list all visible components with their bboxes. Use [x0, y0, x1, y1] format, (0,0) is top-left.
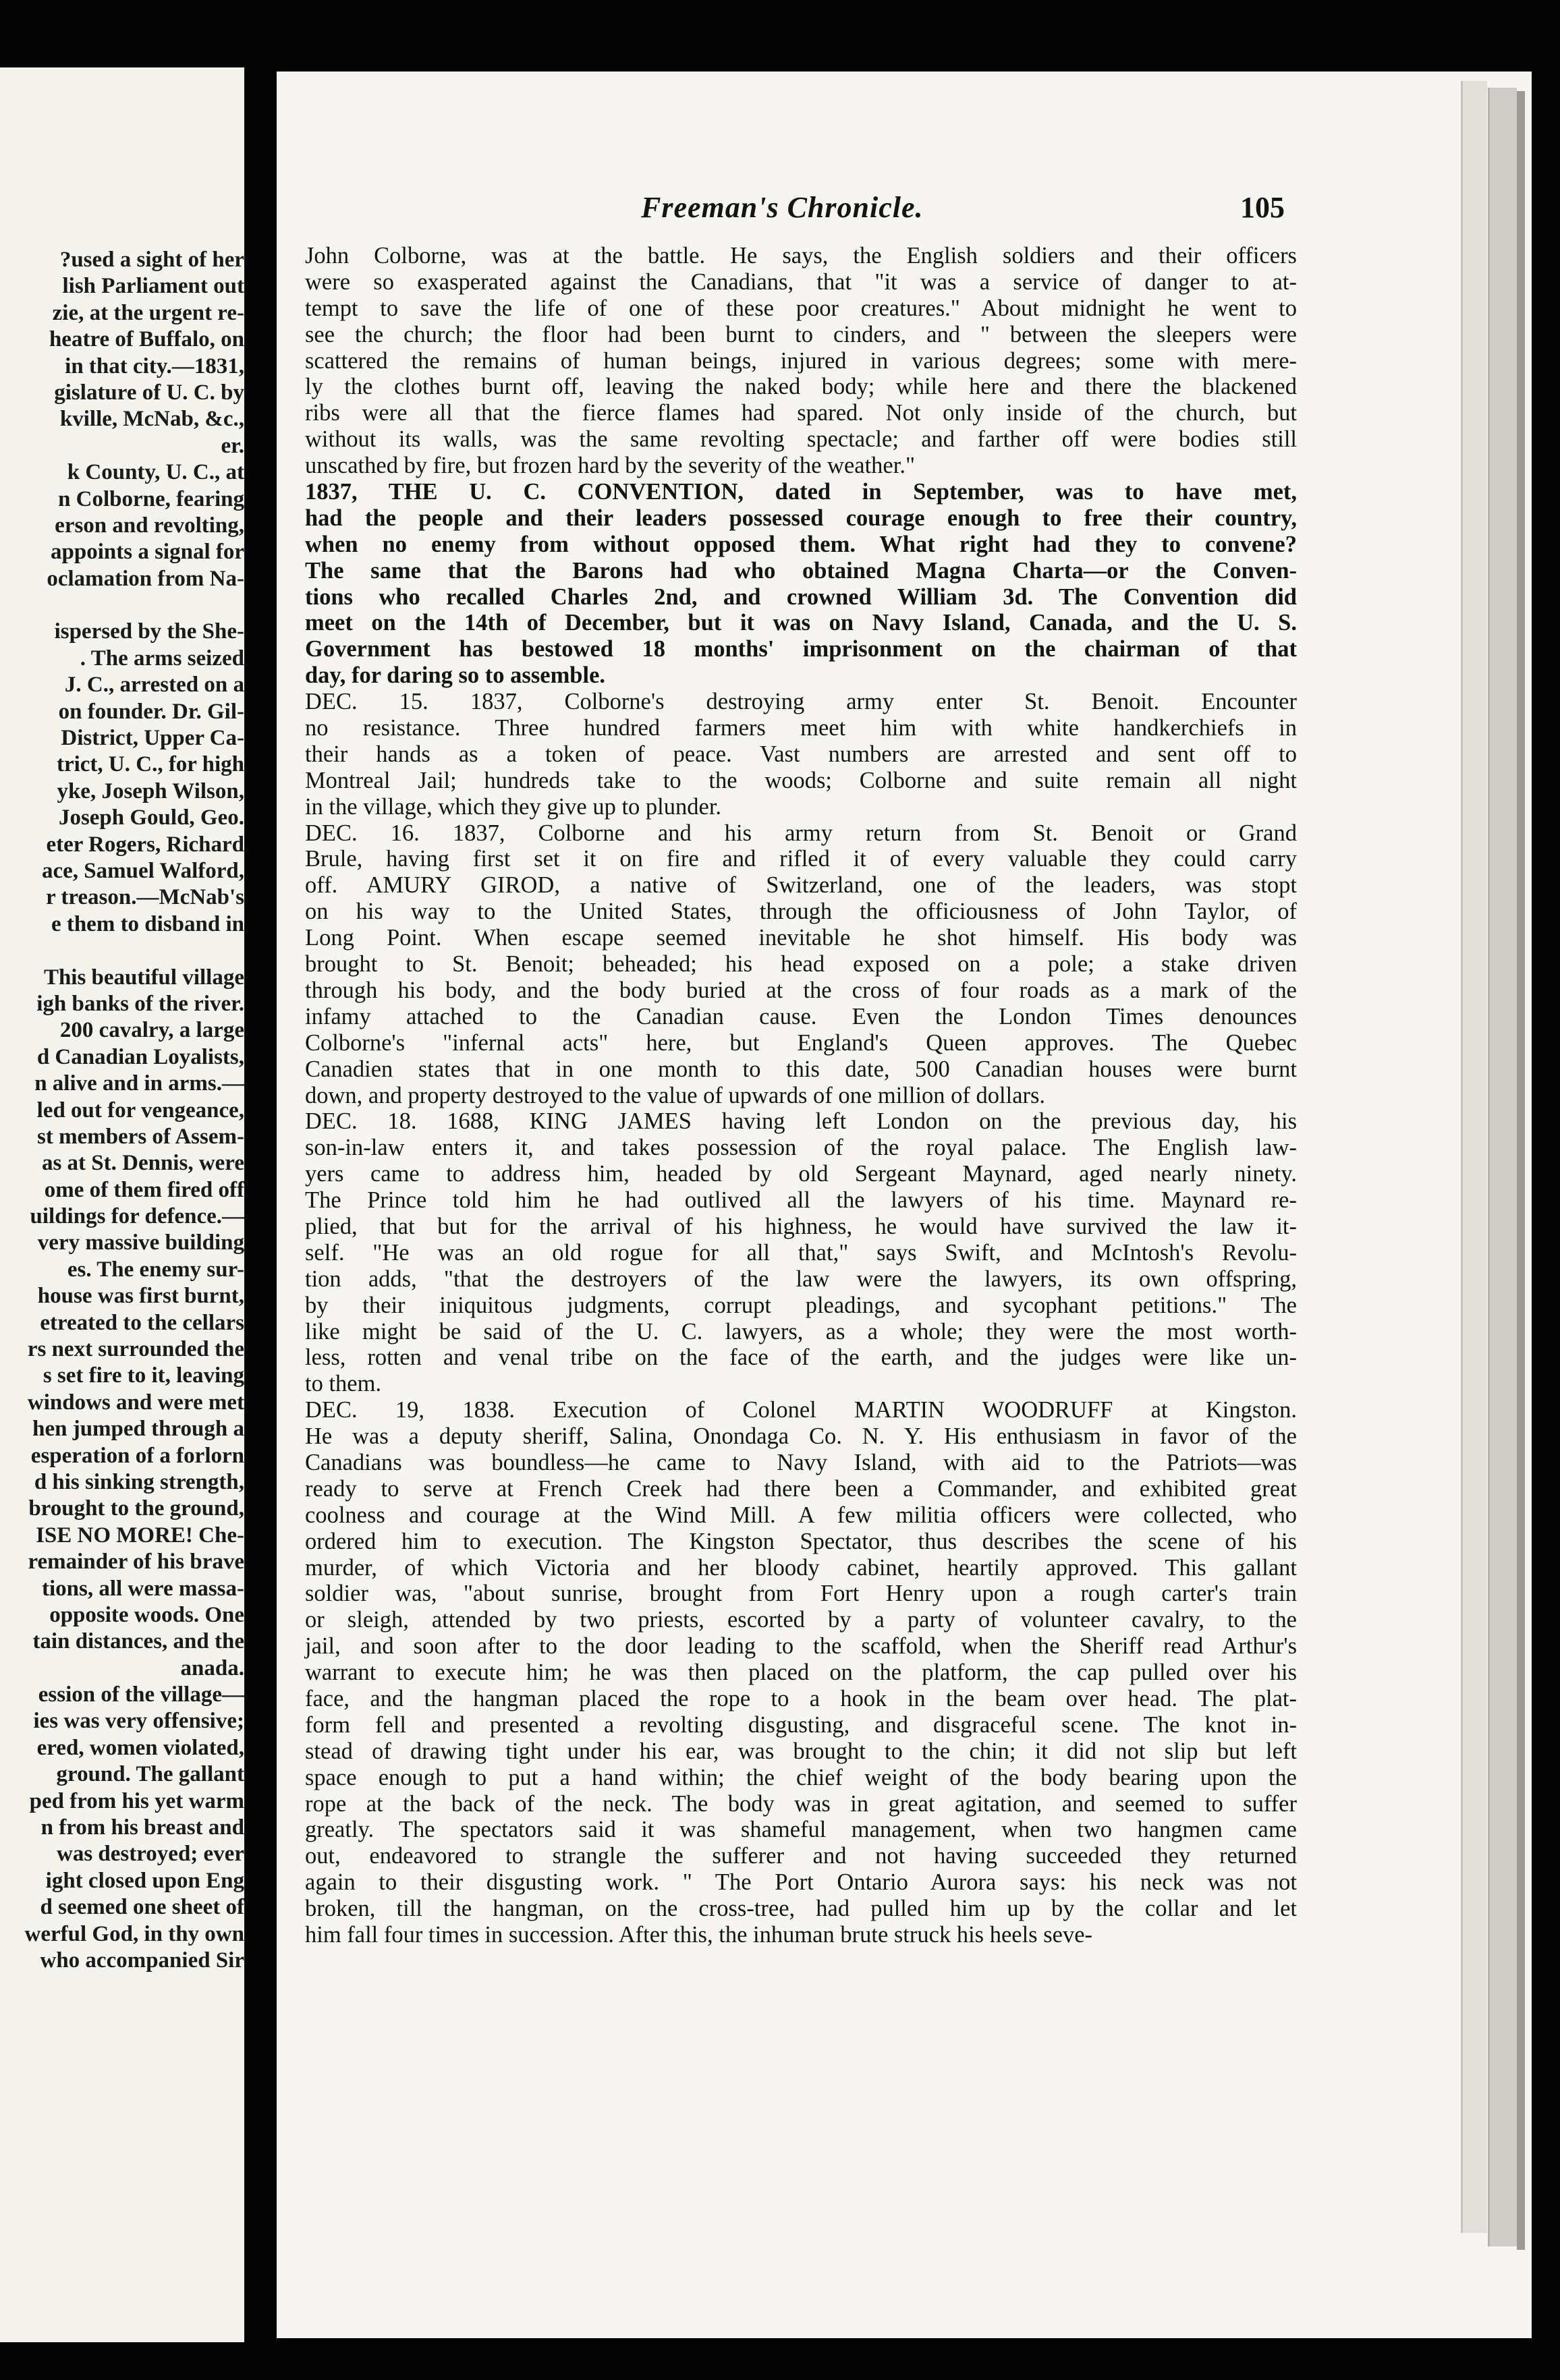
body-line: DEC. 16. 1837, Colborne and his army return from St. Benoit or Grand	[305, 820, 1297, 846]
left-page-line: k County, U. C., at	[67, 460, 244, 485]
body-line: yers came to address him, headed by old Sergeant Maynard, aged nearly ninety.	[305, 1161, 1297, 1187]
body-line: Long Point. When escape seemed inevitable he shot himself. His body was	[305, 925, 1297, 951]
body-line: soldier was, "about sunrise, brought from Fort Henry upon a rough carter's train	[305, 1581, 1297, 1607]
left-page-line: ground. The gallant	[56, 1762, 244, 1787]
left-page-line: rs next surrounded the	[27, 1337, 244, 1362]
body-line: see the church; the floor had been burnt to cinders, and " between the sleepers were	[305, 321, 1297, 347]
left-page-line: ispersed by the She-	[54, 619, 244, 644]
body-line: Montreal Jail; hundreds take to the woods; Colborne and suite remain all night	[305, 767, 1297, 793]
body-line: or sleigh, attended by two priests, escorted by a party of volunteer cavalry, to the	[305, 1607, 1297, 1633]
left-page-line: . The arms seized	[80, 646, 244, 671]
body-line: The same that the Barons had who obtained Magna Charta—or the Conven-	[305, 557, 1297, 584]
left-page-line	[0, 592, 244, 619]
page-edge	[1517, 91, 1525, 2250]
left-page-line: ace, Samuel Walford,	[41, 858, 244, 883]
left-page-line: werful God, in thy own	[24, 1921, 244, 1946]
body-line: without its walls, was the same revolting spectacle; and farther off were bodies still	[305, 426, 1297, 453]
body-line: unscathed by fire, but frozen hard by the severity of the weather."	[305, 453, 916, 479]
body-line: had the people and their leaders possessed courage enough to free their country,	[305, 505, 1297, 531]
body-line: in the village, which they give up to plunder.	[305, 793, 722, 820]
left-page-line: appoints a signal for	[51, 540, 244, 565]
page-edge	[1488, 88, 1517, 2246]
body-line: rope at the back of the neck. The body was in great agitation, and seemed to suffer	[305, 1790, 1297, 1817]
left-page-line: yke, Joseph Wilson,	[57, 778, 244, 803]
body-line: less, rotten and venal tribe on the face of the earth, and the judges were like un-	[305, 1344, 1297, 1371]
body-line: Colborne's "infernal acts" here, but England's Queen approves. The Quebec	[305, 1029, 1297, 1056]
left-page-line: house was first burnt,	[37, 1284, 244, 1309]
running-head: Freeman's Chronicle.	[641, 191, 924, 224]
left-page-line: zie, at the urgent re-	[52, 300, 244, 325]
left-page-line: ight closed upon Eng	[45, 1868, 244, 1893]
body-line: tion adds, "that the destroyers of the law were the lawyers, its own offspring,	[305, 1266, 1297, 1292]
left-page-line: r treason.—McNab's	[46, 885, 244, 910]
left-page-line: was destroyed; ever	[57, 1842, 244, 1867]
left-page-line: in that city.—1831,	[65, 353, 244, 378]
left-page-line: hen jumped through a	[32, 1417, 244, 1442]
body-line: Canadians was boundless—he came to Navy Island, with aid to the Patriots—was	[305, 1449, 1297, 1475]
left-page-line: on founder. Dr. Gil-	[58, 699, 244, 724]
body-line: infamy attached to the Canadian cause. Even the London Times denounces	[305, 1003, 1297, 1029]
left-page-line: d Canadian Loyalists,	[36, 1044, 244, 1069]
body-line: by their iniquitous judgments, corrupt pleadings, and sycophant petitions." The	[305, 1292, 1297, 1318]
left-page-line: d seemed one sheet of	[40, 1895, 244, 1920]
body-line: through his body, and the body buried at the cross of four roads as a mark of the	[305, 977, 1297, 1003]
left-page-line: e them to disband in	[51, 911, 244, 936]
left-facing-page	[0, 67, 244, 2342]
left-page-line: d his sinking strength,	[34, 1469, 244, 1494]
left-page-line: ?used a sight of her	[59, 248, 244, 272]
left-page-line: eter Rogers, Richard	[46, 832, 244, 857]
body-line: down, and property destroyed to the value of upwards of one million of dollars.	[305, 1082, 1046, 1108]
page-number: 105	[1240, 191, 1285, 224]
body-line: stead of drawing tight under his ear, was brought to the chin; it did not slip but left	[305, 1738, 1297, 1764]
left-page-line: This beautiful village	[43, 965, 244, 990]
body-line: no resistance. Three hundred farmers meet him with white handkerchiefs in	[305, 715, 1297, 741]
body-line: son-in-law enters it, and takes possession of the royal palace. The English law-	[305, 1135, 1297, 1161]
body-line: were so exasperated against the Canadians, that "it was a service of danger to at-	[305, 268, 1297, 295]
body-line: John Colborne, was at the battle. He says, the English soldiers and their officers	[305, 243, 1297, 268]
left-page-line: as at St. Dennis, were	[41, 1151, 244, 1176]
body-line: tions who recalled Charles 2nd, and crowned William 3d. The Convention did	[305, 584, 1297, 610]
left-page-line: District, Upper Ca-	[61, 726, 244, 751]
left-page-line: kville, McNab, &c.,	[59, 407, 244, 432]
left-page-line: erson and revolting,	[55, 513, 244, 538]
body-line: when no enemy from without opposed them. What right had they to convene?	[305, 531, 1297, 557]
left-page-line: 200 cavalry, a large	[59, 1018, 244, 1043]
left-page-line: n alive and in arms.—	[34, 1071, 244, 1096]
left-page-line: windows and were met	[27, 1390, 244, 1415]
body-line: tempt to save the life of one of these poor creatures." About midnight he went to	[305, 295, 1297, 321]
left-page-line: tions, all were massa-	[41, 1576, 244, 1601]
body-line: day, for daring so to assemble.	[305, 662, 606, 689]
body-line: murder, of which Victoria and her bloody cabinet, heartily approved. This gallant	[305, 1554, 1297, 1581]
body-line: greatly. The spectators said it was shameful management, when two hangmen came	[305, 1817, 1297, 1843]
left-page-line: ies was very offensive;	[33, 1709, 244, 1734]
body-line: DEC. 18. 1688, KING JAMES having left London on the previous day, his	[305, 1108, 1297, 1135]
body-line: ready to serve at French Creek had there been a Commander, and exhibited great	[305, 1475, 1297, 1502]
body-line: The Prince told him he had outlived all the lawyers of his time. Maynard re-	[305, 1187, 1297, 1214]
left-page-line: lish Parliament out	[62, 274, 244, 299]
body-line: DEC. 15. 1837, Colborne's destroying army enter St. Benoit. Encounter	[305, 689, 1297, 715]
left-page-line: who accompanied Sir	[40, 1948, 244, 1973]
body-line: off. AMURY GIROD, a native of Switzerland, one of the leaders, was stopt	[305, 872, 1297, 899]
body-line: self. "He was an old rogue for all that," says Swift, and McIntosh's Revolu-	[305, 1239, 1297, 1266]
body-line: Government has bestowed 18 months' imprisonment on the chairman of that	[305, 636, 1297, 662]
left-page-line: trict, U. C., for high	[56, 752, 244, 777]
left-page-line: ISE NO MORE! Che-	[36, 1523, 244, 1548]
left-page-line: gislature of U. C. by	[54, 380, 244, 405]
body-line: ly the clothes burnt off, leaving the naked body; while here and there the blackened	[305, 374, 1297, 400]
body-line: out, endeavored to strangle the sufferer and not having succeeded they returned	[305, 1843, 1297, 1869]
left-page-line: es. The enemy sur-	[67, 1257, 244, 1282]
body-line: He was a deputy sheriff, Salina, Onondaga Co. N. Y. His enthusiasm in favor of the	[305, 1423, 1297, 1450]
left-page-line: tain distances, and the	[32, 1629, 244, 1654]
body-line: 1837, THE U. C. CONVENTION, dated in September, was to have met,	[305, 479, 1297, 505]
left-page-line: s set fire to it, leaving	[43, 1363, 244, 1388]
body-text	[305, 243, 1297, 1948]
body-line: Canadien states that in one month to this date, 500 Canadian houses were burnt	[305, 1056, 1297, 1082]
left-page-line: Joseph Gould, Geo.	[58, 805, 244, 830]
left-page-line: ome of them fired off	[44, 1177, 244, 1202]
body-line: their hands as a token of peace. Vast numbers are arrested and sent off to	[305, 741, 1297, 767]
left-page-line: very massive building	[37, 1230, 244, 1255]
left-page-line: n from his breast and	[40, 1815, 244, 1840]
body-line: ordered him to execution. The Kingston Spectator, thus describes the scene of his	[305, 1528, 1297, 1554]
left-page-line: igh banks of the river.	[36, 991, 244, 1016]
body-line: coolness and courage at the Wind Mill. A few militia officers were collected, who	[305, 1502, 1297, 1528]
left-page-line: ped from his yet warm	[29, 1788, 244, 1813]
body-line: DEC. 19, 1838. Execution of Colonel MARTIN WOODRUFF at Kingston.	[305, 1397, 1297, 1423]
body-line: on his way to the United States, through the officiousness of John Taylor, of	[305, 899, 1297, 925]
left-page-line: er.	[221, 433, 244, 458]
left-page-line: esperation of a forlorn	[30, 1443, 244, 1468]
left-page-line: led out for vengeance,	[36, 1098, 244, 1123]
left-page-line	[0, 938, 244, 964]
left-page-line: st members of Assem-	[36, 1124, 244, 1149]
left-page-line: J. C., arrested on a	[64, 673, 244, 698]
body-line: broken, till the hangman, on the cross-tree, had pulled him up by the collar and let	[305, 1896, 1297, 1922]
body-line: warrant to execute him; he was then placed on the platform, the cap pulled over his	[305, 1660, 1297, 1686]
body-line: jail, and soon after to the door leading to the scaffold, when the Sheriff read Arthur's	[305, 1633, 1297, 1660]
left-page-line: ered, women violated,	[36, 1735, 244, 1760]
body-line: meet on the 14th of December, but it was on Navy Island, Canada, and the U. S.	[305, 610, 1297, 636]
body-line: scattered the remains of human beings, injured in various degrees; some with mere-	[305, 347, 1297, 374]
body-line: again to their disgusting work. " The Port Ontario Aurora says: his neck was not	[305, 1869, 1297, 1896]
left-page-line: brought to the ground,	[28, 1496, 244, 1521]
left-page-line: oclamation from Na-	[47, 566, 244, 591]
left-page-line: remainder of his brave	[28, 1550, 244, 1575]
body-line: space enough to put a hand within; the chief weight of the body bearing upon the	[305, 1764, 1297, 1790]
body-line: face, and the hangman placed the rope to a hook in the beam over head. The plat-	[305, 1685, 1297, 1711]
left-page-line: opposite woods. One	[49, 1602, 244, 1627]
left-page-text	[0, 247, 244, 1974]
page-edge	[1461, 81, 1487, 2233]
body-line: Brule, having first set it on fire and rifled it of every valuable they could carry	[305, 846, 1297, 872]
body-line: like might be said of the U. C. lawyers, as a whole; they were the most worth-	[305, 1318, 1297, 1344]
body-line: brought to St. Benoit; beheaded; his head exposed on a pole; a stake driven	[305, 951, 1297, 978]
left-page-line: anada.	[180, 1655, 244, 1680]
left-page-line: n Colborne, fearing	[58, 486, 244, 511]
body-line: plied, that but for the arrival of his highness, he would have survived the law it-	[305, 1213, 1297, 1239]
body-line: form fell and presented a revolting disgusting, and disgraceful scene. The knot in-	[305, 1711, 1297, 1738]
left-page-line: heatre of Buffalo, on	[49, 327, 244, 352]
body-line: ribs were all that the fierce flames had spared. Not only inside of the church, but	[305, 400, 1297, 426]
left-page-line: etreated to the cellars	[40, 1310, 244, 1335]
body-line: to them.	[305, 1371, 382, 1397]
left-page-line: uildings for defence.—	[30, 1204, 244, 1229]
body-line: him fall four times in succession. After this, the inhuman brute struck his heels seve-	[305, 1922, 1093, 1948]
left-page-line: ession of the village—	[38, 1682, 244, 1707]
